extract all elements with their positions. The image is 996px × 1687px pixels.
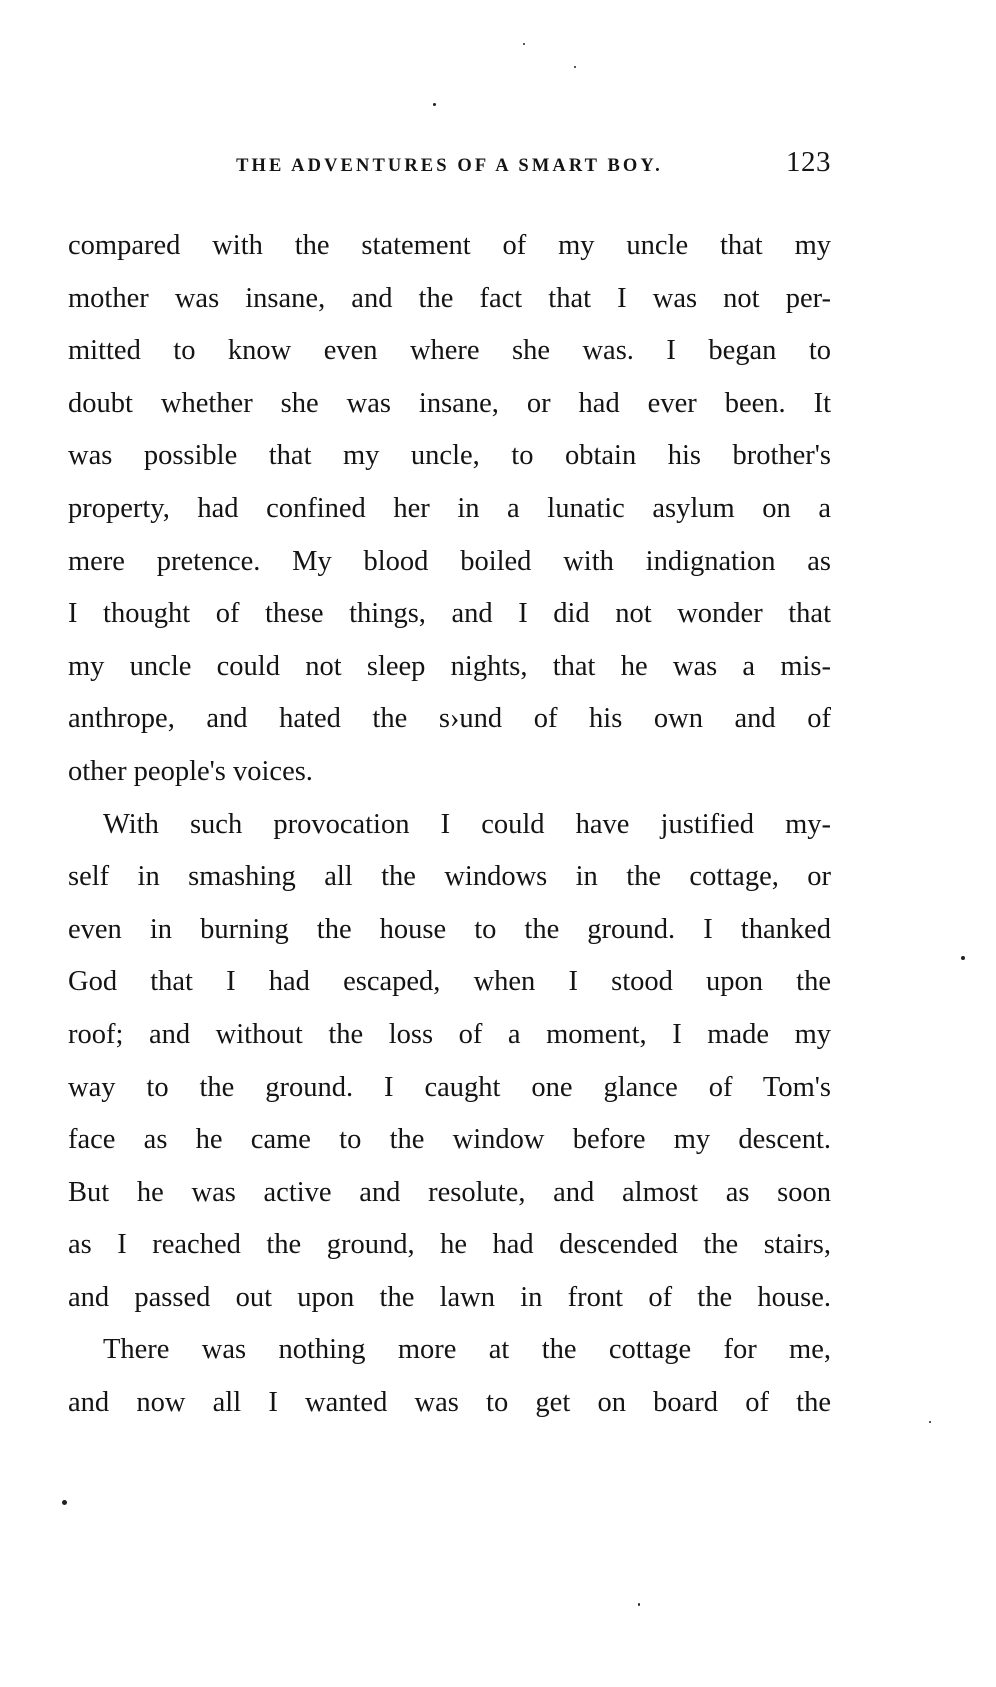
text-line: even in burning the house to the ground. I thanked [68, 913, 831, 945]
text-line: self in smashing all the windows in the cottage, or [68, 861, 831, 893]
text-line: property, had confined her in a lunatic asylum on a [68, 492, 831, 524]
text-line: doubt whether she was insane, or had ever been. It [68, 387, 831, 419]
body-text [68, 220, 831, 1430]
text-line: roof; and without the loss of a moment, I made my [68, 1018, 831, 1050]
text-line: face as he came to the window before my descent. [68, 1124, 831, 1156]
page-number: 123 [786, 146, 831, 178]
text-line: With such provocation I could have justified my- [103, 808, 831, 840]
text-line: was possible that my uncle, to obtain his brother's [68, 440, 831, 472]
ink-speck [523, 43, 525, 45]
text-line: my uncle could not sleep nights, that he was a mis- [68, 650, 831, 682]
paragraph-3 [68, 1324, 831, 1429]
text-line: I thought of these things, and I did not wonder that [68, 598, 831, 630]
paragraph-1 [68, 220, 831, 799]
running-title: THE ADVENTURES OF A SMART BOY. [236, 156, 663, 176]
ink-speck [961, 956, 965, 960]
text-line: and now all I wanted was to get on board of the [68, 1387, 831, 1419]
text-line: mitted to know even where she was. I began to [68, 335, 831, 367]
text-line: There was nothing more at the cottage for me, [103, 1334, 831, 1366]
text-line: mother was insane, and the fact that I was not per- [68, 282, 831, 314]
ink-speck [574, 66, 576, 68]
text-line: God that I had escaped, when I stood upon the [68, 966, 831, 998]
paragraph-2 [68, 799, 831, 1325]
ink-speck [62, 1500, 67, 1505]
text-line: way to the ground. I caught one glance of Tom's [68, 1071, 831, 1103]
text-line: and passed out upon the lawn in front of the house. [68, 1281, 831, 1313]
text-line: other people's voices. [68, 755, 313, 787]
running-head [68, 146, 831, 182]
text-line: But he was active and resolute, and almost as soon [68, 1176, 831, 1208]
text-line: compared with the statement of my uncle that my [68, 230, 831, 261]
text-line: anthrope, and hated the s›und of his own and of [68, 703, 831, 735]
ink-speck [638, 1603, 640, 1606]
text-line: as I reached the ground, he had descended the stairs, [68, 1229, 831, 1261]
text-line: mere pretence. My blood boiled with indignation as [68, 545, 831, 577]
ink-speck [433, 103, 436, 106]
ink-speck [929, 1421, 931, 1423]
